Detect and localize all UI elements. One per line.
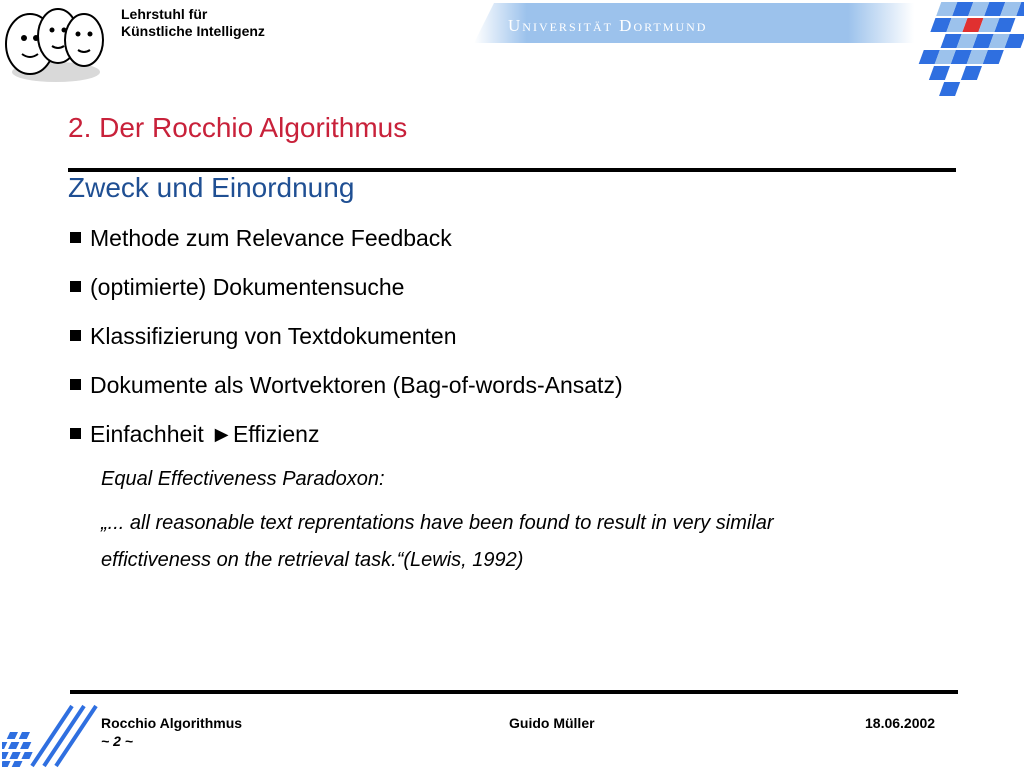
bullet-text: Methode zum Relevance Feedback <box>90 225 452 251</box>
quote-line-1: „... all reasonable text reprentations have been found to result in very similar <box>101 512 774 534</box>
square-bullet-icon <box>70 330 81 341</box>
bullet-text: Klassifizierung von Textdokumenten <box>90 323 457 349</box>
quote-heading: Equal Effectiveness Paradoxon: <box>101 468 385 490</box>
bullet-item <box>70 323 457 350</box>
checker-logo-icon <box>910 0 1024 96</box>
square-bullet-icon <box>70 232 81 243</box>
bullet-text: Einfachheit ►Effizienz <box>90 421 320 447</box>
square-bullet-icon <box>70 379 81 390</box>
chair-name-line2: Künstliche Intelligenz <box>121 23 265 39</box>
bullet-item <box>70 274 404 301</box>
footer-topic: Rocchio Algorithmus <box>101 715 243 731</box>
quote-line-2: effictiveness on the retrieval task.“(Lewis, 1992) <box>101 549 524 571</box>
egg-faces-logo-icon <box>0 0 112 84</box>
university-name: Universität Dortmund <box>508 16 708 35</box>
section-subtitle: Zweck und Einordnung <box>68 172 355 203</box>
chair-name-line1: Lehrstuhl für <box>121 6 208 22</box>
footer-divider <box>70 690 958 694</box>
footer-author: Guido Müller <box>509 715 595 731</box>
bullet-item <box>70 372 623 399</box>
checker-footer-logo-icon <box>2 702 100 768</box>
bullet-item <box>70 421 319 448</box>
bullet-item <box>70 225 452 252</box>
page-number: ~ 2 ~ <box>101 733 133 749</box>
slide-title: 2. Der Rocchio Algorithmus <box>68 112 408 143</box>
chair-name <box>121 6 265 40</box>
square-bullet-icon <box>70 281 81 292</box>
footer-date: 18.06.2002 <box>865 715 936 731</box>
bullet-text: (optimierte) Dokumentensuche <box>90 274 405 300</box>
square-bullet-icon <box>70 428 81 439</box>
bullet-text: Dokumente als Wortvektoren (Bag-of-words-Ansatz) <box>90 372 623 398</box>
